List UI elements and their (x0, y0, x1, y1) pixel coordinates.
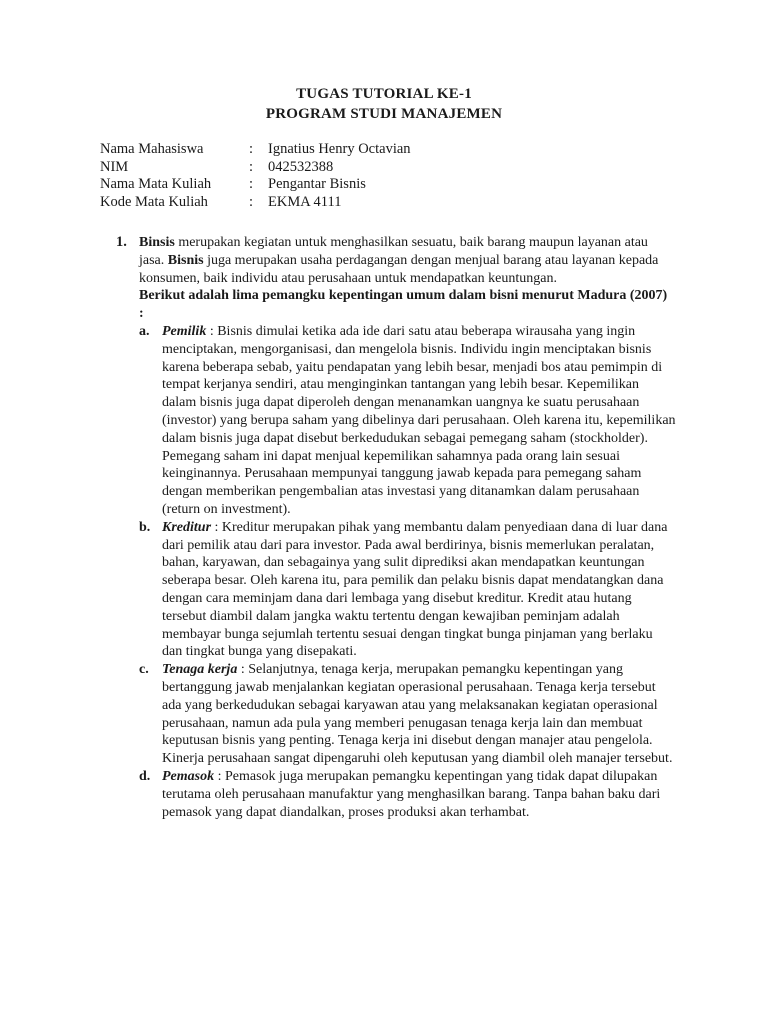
info-row-course (100, 176, 700, 194)
paragraph-text: : Bisnis dimulai ketika ada ide dari satu atau beberapa wirausaha yang ingin menciptakan, mengorganisasi, dan mengelola bisnis. Individu ingin menciptakan bisnis karena beberapa sebab, yaitu pendapatan yang lebih besar, menjadi bos atau pemimpin di tempat kerjanya sendiri, atau menginginkan tantangan yang lebih besar. Kepemilikan dalam bisnis juga dapat diperoleh dengan menanamkan uangnya ke suatu perusahaan (investor) yang berupa saham yang dibelinya dari perusahaan. Oleh karena itu, kepemilikan dalam bisnis juga dapat disebut berkedudukan sebagai pemegang saham (stockholder). Pemegang saham ini dapat menjual kepemilikan sahamnya pada orang lain sesuai keinginannya. Perusahaan mempunyai tanggung jawab kepada para pemegang saham dengan memberikan pengembalian atas investasi yang ditanamkan dalam perusahaan (return on investment). (162, 323, 676, 517)
list-item (0, 768, 768, 821)
info-value: 042532388 (268, 158, 334, 175)
info-value: Ignatius Henry Octavian (268, 141, 411, 157)
item-number: 1. (116, 234, 127, 250)
sub-body (162, 519, 676, 661)
paragraph-text: juga merupakan usaha perdagangan dengan menjual barang atau layanan kepada konsumen, baik individu atau perusahaan untuk mendapatkan keuntungan. (139, 252, 659, 286)
document-subtitle: PROGRAM STUDI MANAJEMEN (265, 106, 503, 122)
paragraph-text: : Selanjutnya, tenaga kerja, merupakan pemangku kepentingan yang bertanggung jawab menjalankan kegiatan operasional perusahaan. Tenaga kerja tersebut ada yang berkedudukan sebagai karyawan atau yang melaksanakan kegiatan operasional perusahaan, namun ada pula yang memberi penugasan tenaga kerja lain dan membuat keputusan bisnis yang penting. Tenaga kerja ini disebut dengan manajer atau pengelola. Kinerja perusahaan sangat dipengaruhi oleh keputusan yang diambil oleh manajer tersebut. (162, 662, 673, 767)
info-colon: : (249, 141, 254, 157)
list-item (0, 661, 768, 768)
info-label: NIM (100, 158, 129, 175)
paragraph-text: merupakan kegiatan untuk menghasilkan sesuatu, baik barang maupun layanan atau jasa. (139, 235, 648, 268)
term: Bisnis (167, 252, 204, 268)
sub-body (162, 323, 676, 519)
info-row-nim (100, 159, 700, 177)
student-info (100, 141, 700, 211)
list-item (0, 519, 768, 661)
paragraph-text: : Kreditur merupakan pihak yang membantu dalam penyediaan dana di luar dana dari pemilik atau dari para investor. Pada awal berdirinya, bisnis memerlukan peralatan, bahan, karyawan, dan sebagainya yang sulit diprediksi akan mendapatkan keuntungan seberapa besar. Oleh karena itu, para pemilik dan pelaku bisnis dapat mendatangkan dana dengan cara meminjam dana dari lembaga yang disebut kreditur. Kredit atau hutang tersebut diambil dalam jangka waktu tertentu dengan kewajiban peminjam adalah membayar bunga sejumlah tertentu sesuai dengan tingkat bunga pinjaman yang berlaku dan tingkat bunga yang disepakati. (162, 519, 668, 660)
info-value: EKMA 4111 (268, 193, 342, 210)
info-row-course-code (100, 194, 700, 212)
subheading: Berikut adalah lima pemangku kepentingan umum dalam bisni menurut Madura (2007) : (139, 288, 668, 322)
term: Binsis (139, 235, 175, 250)
term: Pemasok (162, 768, 215, 784)
paragraph-text: : Pemasok juga merupakan pemangku kepentingan yang tidak dapat dilupakan terutama oleh perusahaan manufaktur yang menghasilkan barang. Tanpa bahan baku dari pemasok yang dapat diandalkan, proses produksi akan terhambat. (162, 768, 661, 820)
sub-letter: b. (139, 519, 151, 535)
info-label: Nama Mahasiswa (100, 141, 204, 157)
list-item (0, 234, 768, 323)
sub-letter: a. (139, 323, 150, 339)
question-content (0, 234, 768, 821)
term: Pemilik (162, 323, 207, 339)
info-colon: : (249, 176, 254, 192)
document-title: TUGAS TUTORIAL KE-1 (296, 86, 472, 102)
sub-letter: c. (139, 662, 149, 678)
info-label: Kode Mata Kuliah (100, 193, 208, 210)
info-value: Pengantar Bisnis (268, 176, 366, 192)
term: Tenaga kerja (162, 662, 238, 678)
definition-paragraph (139, 234, 674, 287)
sub-letter: d. (139, 768, 151, 784)
sub-body (162, 661, 676, 768)
info-label: Nama Mata Kuliah (100, 176, 212, 192)
list-item (0, 323, 768, 519)
sub-body (162, 768, 676, 821)
info-row-name (100, 141, 700, 159)
info-colon: : (249, 193, 254, 210)
info-colon: : (249, 158, 254, 175)
term: Kreditur (162, 519, 212, 535)
